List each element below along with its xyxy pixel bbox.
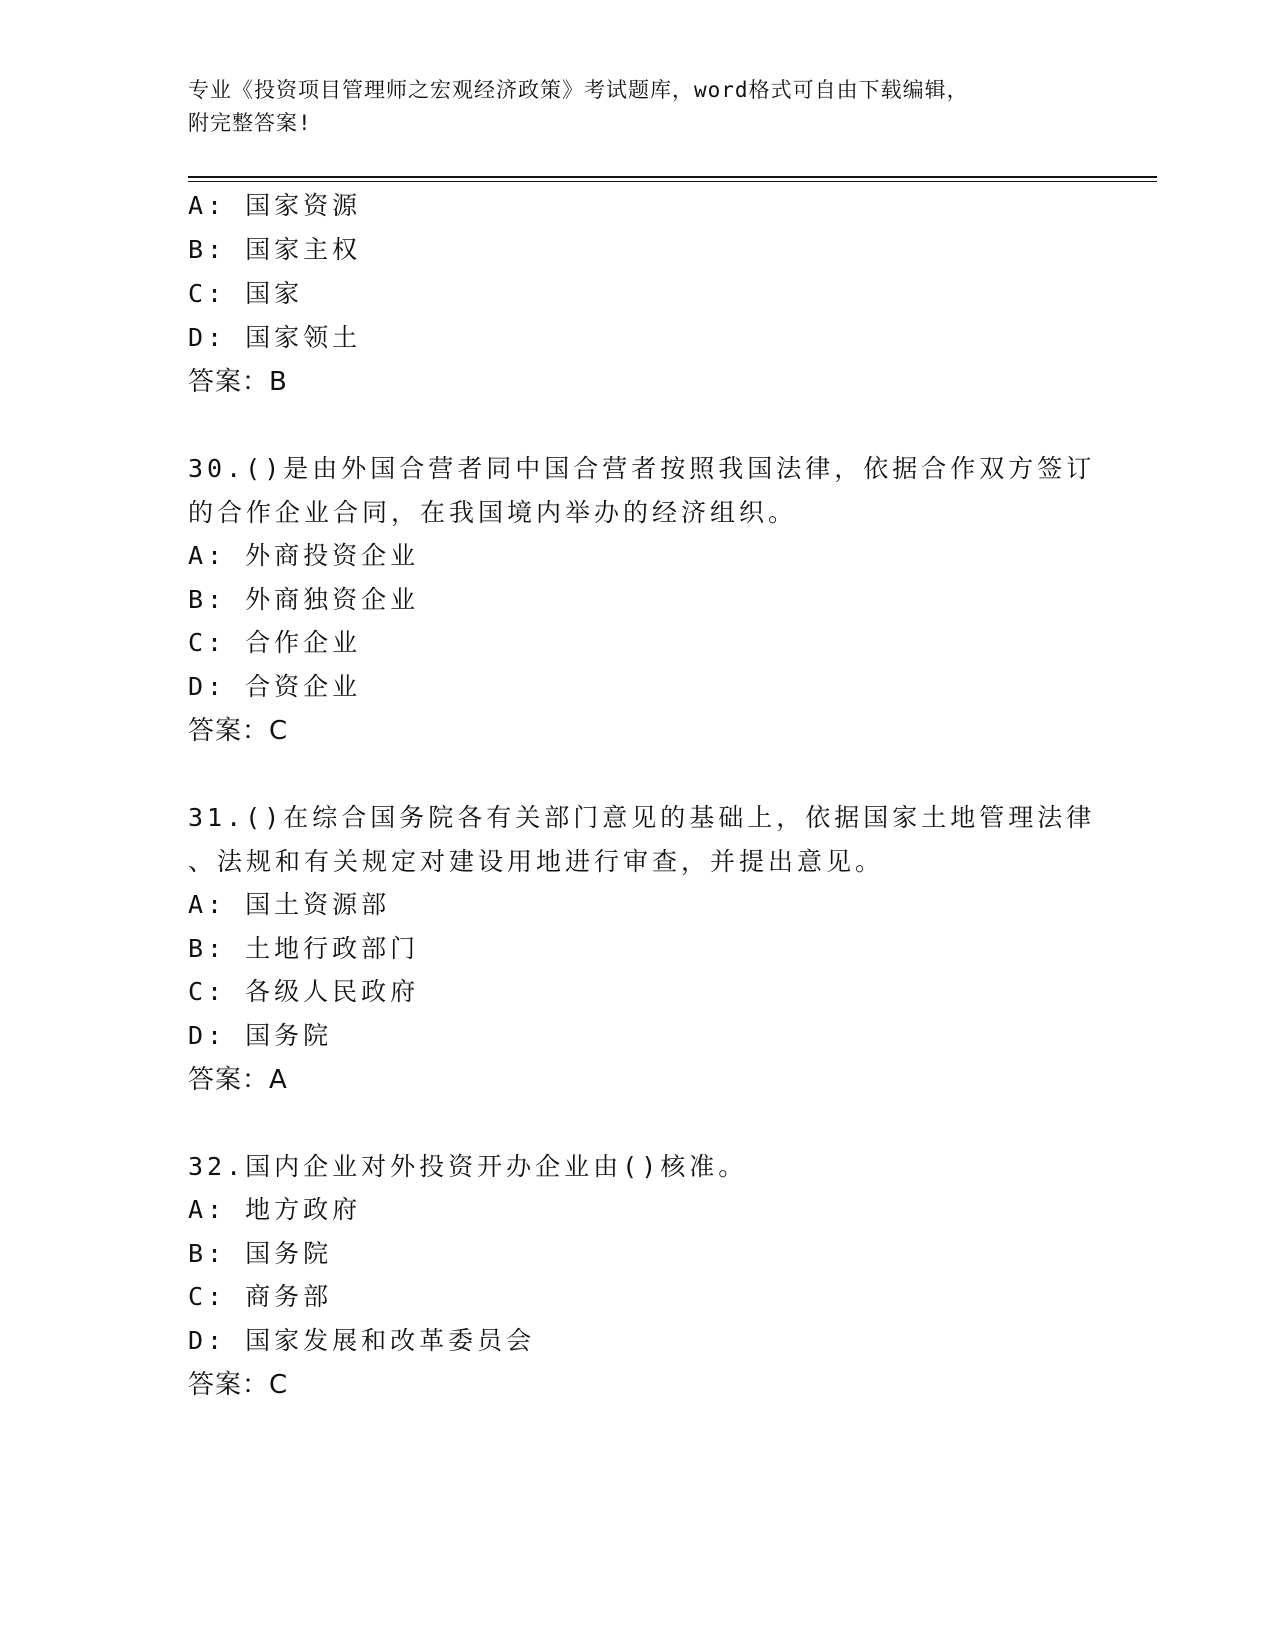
option-c: C: 合作企业 bbox=[188, 628, 362, 657]
answer: 答案：C bbox=[188, 1370, 289, 1400]
option-c: C: 商务部 bbox=[188, 1282, 333, 1311]
answer: 答案：C bbox=[188, 716, 289, 746]
document-header bbox=[188, 74, 1078, 140]
option-a: A: 国土资源部 bbox=[188, 890, 391, 919]
option-a: A: 国家资源 bbox=[188, 191, 362, 220]
header-divider-thick bbox=[188, 176, 1157, 178]
option-d: D: 国家领土 bbox=[188, 323, 362, 352]
header-line-2: 附完整答案! bbox=[188, 111, 312, 135]
option-d: D: 合资企业 bbox=[188, 672, 362, 701]
question-text-line: 32.国内企业对外投资开办企业由()核准。 bbox=[188, 1152, 748, 1181]
answer: 答案：B bbox=[188, 367, 288, 397]
option-c: C: 国家 bbox=[188, 279, 304, 308]
header-divider-thin bbox=[188, 181, 1157, 182]
option-c: C: 各级人民政府 bbox=[188, 977, 420, 1006]
option-b: B: 国务院 bbox=[188, 1239, 333, 1268]
option-d: D: 国家发展和改革委员会 bbox=[188, 1326, 536, 1355]
question-text-line: 30.()是由外国合营者同中国合营者按照我国法律，依据合作双方签订 bbox=[188, 454, 1096, 483]
option-b: B: 国家主权 bbox=[188, 235, 362, 264]
option-b: B: 外商独资企业 bbox=[188, 585, 420, 614]
option-b: B: 土地行政部门 bbox=[188, 934, 420, 963]
question-text-line: 的合作企业合同，在我国境内举办的经济组织。 bbox=[188, 498, 798, 527]
option-a: A: 地方政府 bbox=[188, 1195, 362, 1224]
header-line-1: 专业《投资项目管理师之宏观经济政策》考试题库，word格式可自由下载编辑， bbox=[188, 78, 969, 102]
answer: 答案：A bbox=[188, 1065, 288, 1095]
question-text-line: 31.()在综合国务院各有关部门意见的基础上，依据国家土地管理法律 bbox=[188, 803, 1096, 832]
option-a: A: 外商投资企业 bbox=[188, 541, 420, 570]
option-d: D: 国务院 bbox=[188, 1021, 333, 1050]
question-text-line: 、法规和有关规定对建设用地进行审查，并提出意见。 bbox=[188, 847, 885, 876]
